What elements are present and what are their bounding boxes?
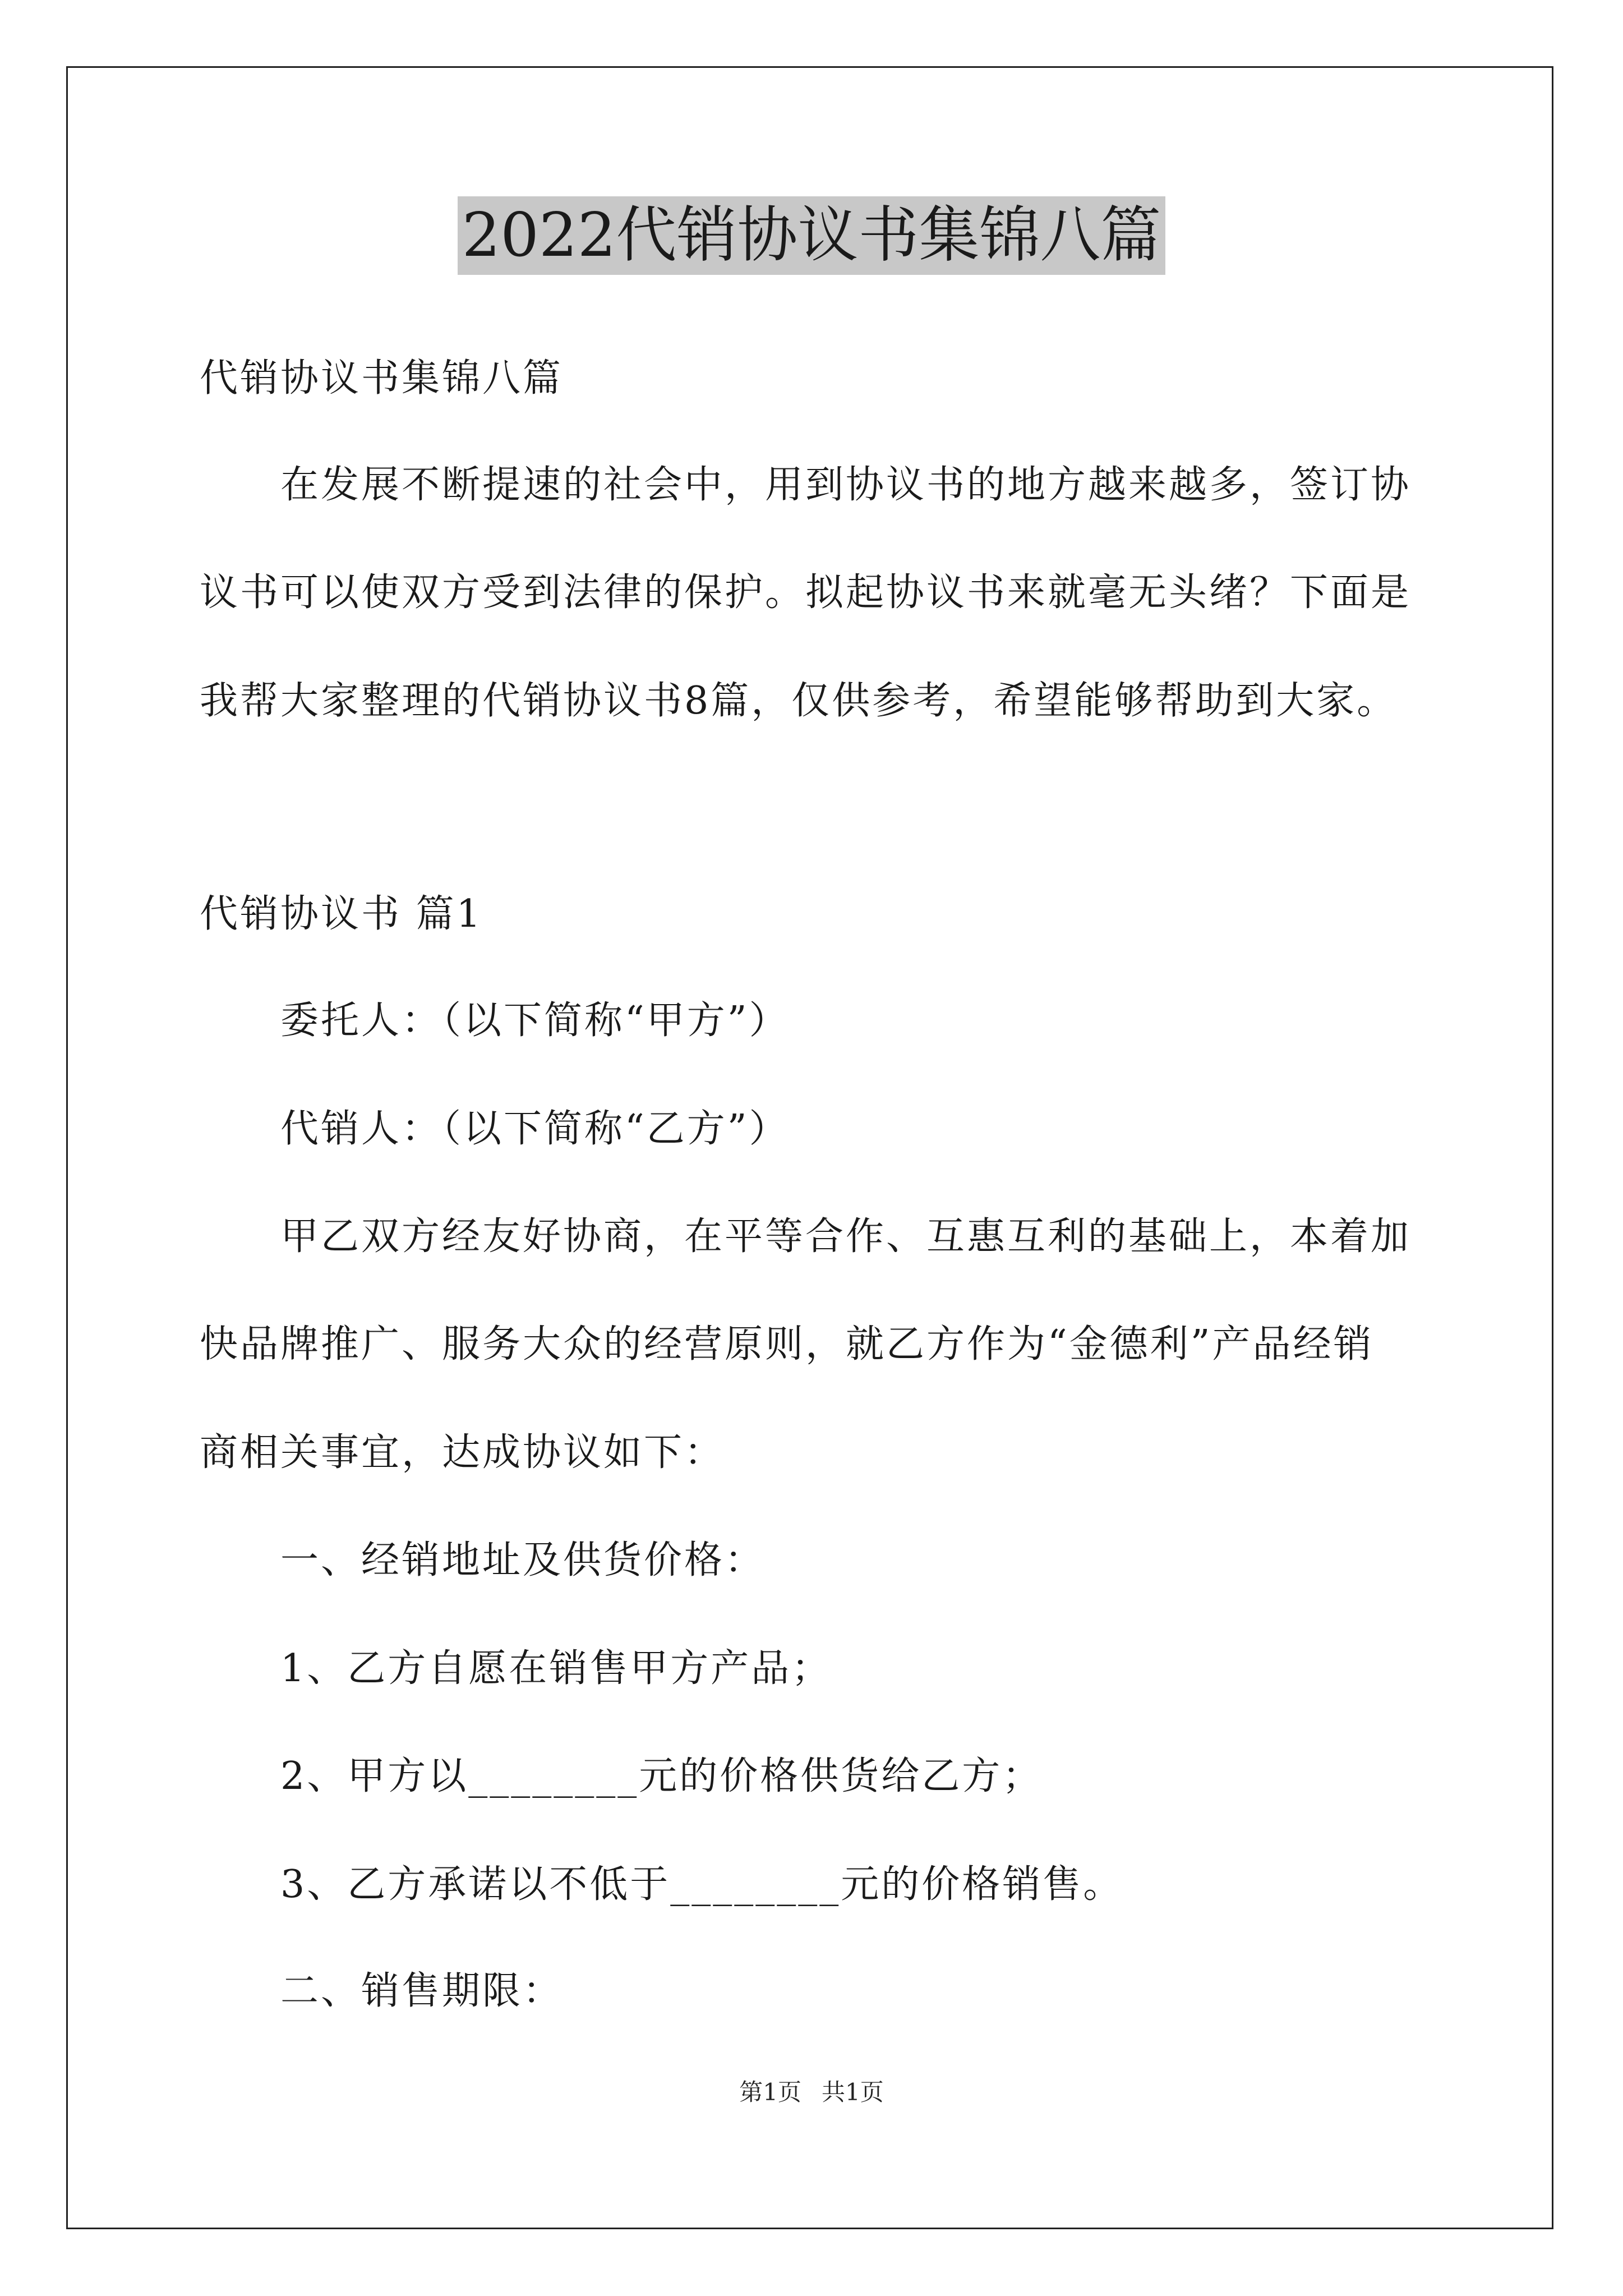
intro-line-3: 我帮大家整理的代销协议书8篇，仅供参考，希望能够帮助到大家。	[200, 679, 1398, 723]
clause2-heading: 二、销售期限：	[280, 1969, 564, 2013]
page-number: 第1页	[739, 2078, 801, 2106]
agent-line: 代销人：（以下简称“乙方”）	[280, 1107, 790, 1151]
intro-line-1: 在发展不断提速的社会中，用到协议书的地方越来越多，签订协	[280, 463, 1412, 507]
client-line: 委托人：（以下简称“甲方”）	[280, 999, 790, 1043]
agreement-line-3: 商相关事宜，达成协议如下：	[200, 1430, 725, 1475]
clause1-item-1: 1、乙方自愿在销售甲方产品；	[280, 1646, 832, 1691]
clause1-heading: 一、经销地址及供货价格：	[280, 1538, 766, 1582]
intro-line-2: 议书可以使双方受到法律的保护。拟起协议书来就毫无头绪？下面是	[200, 570, 1412, 615]
page-footer	[0, 2076, 1623, 2109]
title-container	[0, 196, 1623, 275]
document-title: 2022代销协议书集锦八篇	[458, 196, 1166, 275]
agreement-line-1: 甲乙双方经友好协商，在平等合作、互惠互利的基础上，本着加	[280, 1214, 1412, 1259]
section-heading: 代销协议书 篇1	[200, 892, 483, 936]
agreement-line-2: 快品牌推广、服务大众的经营原则，就乙方作为“金德利”产品经销	[200, 1322, 1374, 1366]
document-subtitle: 代销协议书集锦八篇	[200, 356, 564, 401]
clause1-item-3: 3、乙方承诺以不低于________元的价格销售。	[280, 1862, 1124, 1907]
page-total: 共1页	[822, 2078, 884, 2106]
clause1-item-2: 2、甲方以________元的价格供货给乙方；	[280, 1754, 1043, 1798]
